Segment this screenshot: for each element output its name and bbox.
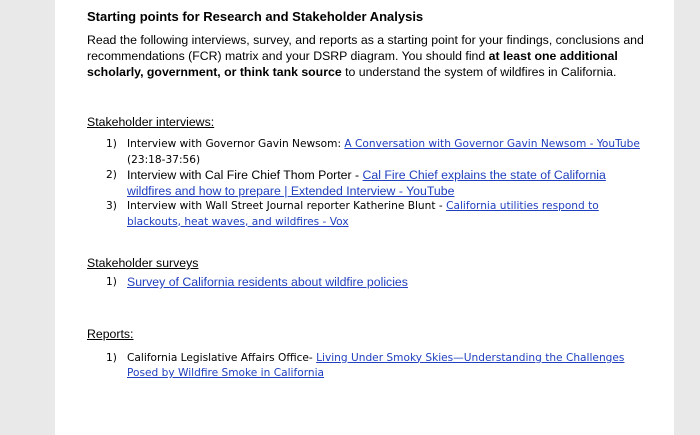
timestamp-range: (23:18-37:56) xyxy=(127,153,201,166)
interviews-section xyxy=(87,113,647,230)
list-item-text xyxy=(127,351,647,382)
surveys-heading: Stakeholder surveys xyxy=(87,256,199,270)
surveys-list xyxy=(87,275,647,292)
interviews-list xyxy=(87,137,647,230)
intro-paragraph xyxy=(87,32,647,80)
list-item xyxy=(87,168,647,199)
list-number: 1) xyxy=(106,138,117,150)
intro-bold-text: at least one additional scholarly, government, or think tank source xyxy=(87,49,618,79)
survey-link[interactable]: Survey of California residents about wildfire policies xyxy=(127,275,408,289)
document-content xyxy=(87,8,647,382)
smoky-skies-report-link[interactable]: Living Under Smoky Skies—Understanding the Challenges Posed by Wildfire Smoke in California xyxy=(127,351,625,379)
wsj-interview-link[interactable]: California utilities respond to blackouts, heat waves, and wildfires - Vox xyxy=(127,200,599,228)
surveys-section xyxy=(87,254,647,292)
cal-fire-interview-link[interactable]: Cal Fire Chief explains the state of California wildfires and how to prepare | Extended Interview - YouTube xyxy=(127,168,606,198)
list-number: 1) xyxy=(106,351,117,364)
list-item xyxy=(87,199,647,230)
reports-section xyxy=(87,325,647,382)
list-item-text xyxy=(127,199,647,230)
list-item-text xyxy=(127,275,647,292)
list-item-text xyxy=(127,168,647,199)
report-source: California Legislative Affairs Office- xyxy=(127,351,317,364)
list-number: 2) xyxy=(106,169,117,181)
reports-heading: Reports: xyxy=(87,326,134,341)
interview-description: Interview with Wall Street Journal reporter Katherine Blunt - xyxy=(127,200,447,212)
list-number: 3) xyxy=(106,200,117,212)
newsom-interview-link[interactable]: A Conversation with Governor Gavin Newsom - YouTube xyxy=(344,138,640,150)
list-number: 1) xyxy=(106,276,117,288)
interviews-heading: Stakeholder interviews: xyxy=(87,115,215,129)
intro-text-1: Read the following interviews, survey, and reports as a starting point for your findings, conclusions and recommendations (FCR) matrix and your DSRP diagram. You should find xyxy=(87,33,644,63)
list-item xyxy=(87,351,647,382)
interview-description: Interview with Governor Gavin Newsom: xyxy=(127,138,345,150)
list-item xyxy=(87,137,647,168)
intro-text-2: to understand the system of wildfires in California. xyxy=(341,65,617,79)
document-page xyxy=(55,0,674,435)
document-title: Starting points for Research and Stakeholder Analysis xyxy=(87,9,424,24)
interview-description: Interview with Cal Fire Chief Thom Porter - xyxy=(127,168,363,182)
reports-list xyxy=(87,351,647,382)
list-item xyxy=(87,275,647,292)
list-item-text xyxy=(127,137,647,168)
